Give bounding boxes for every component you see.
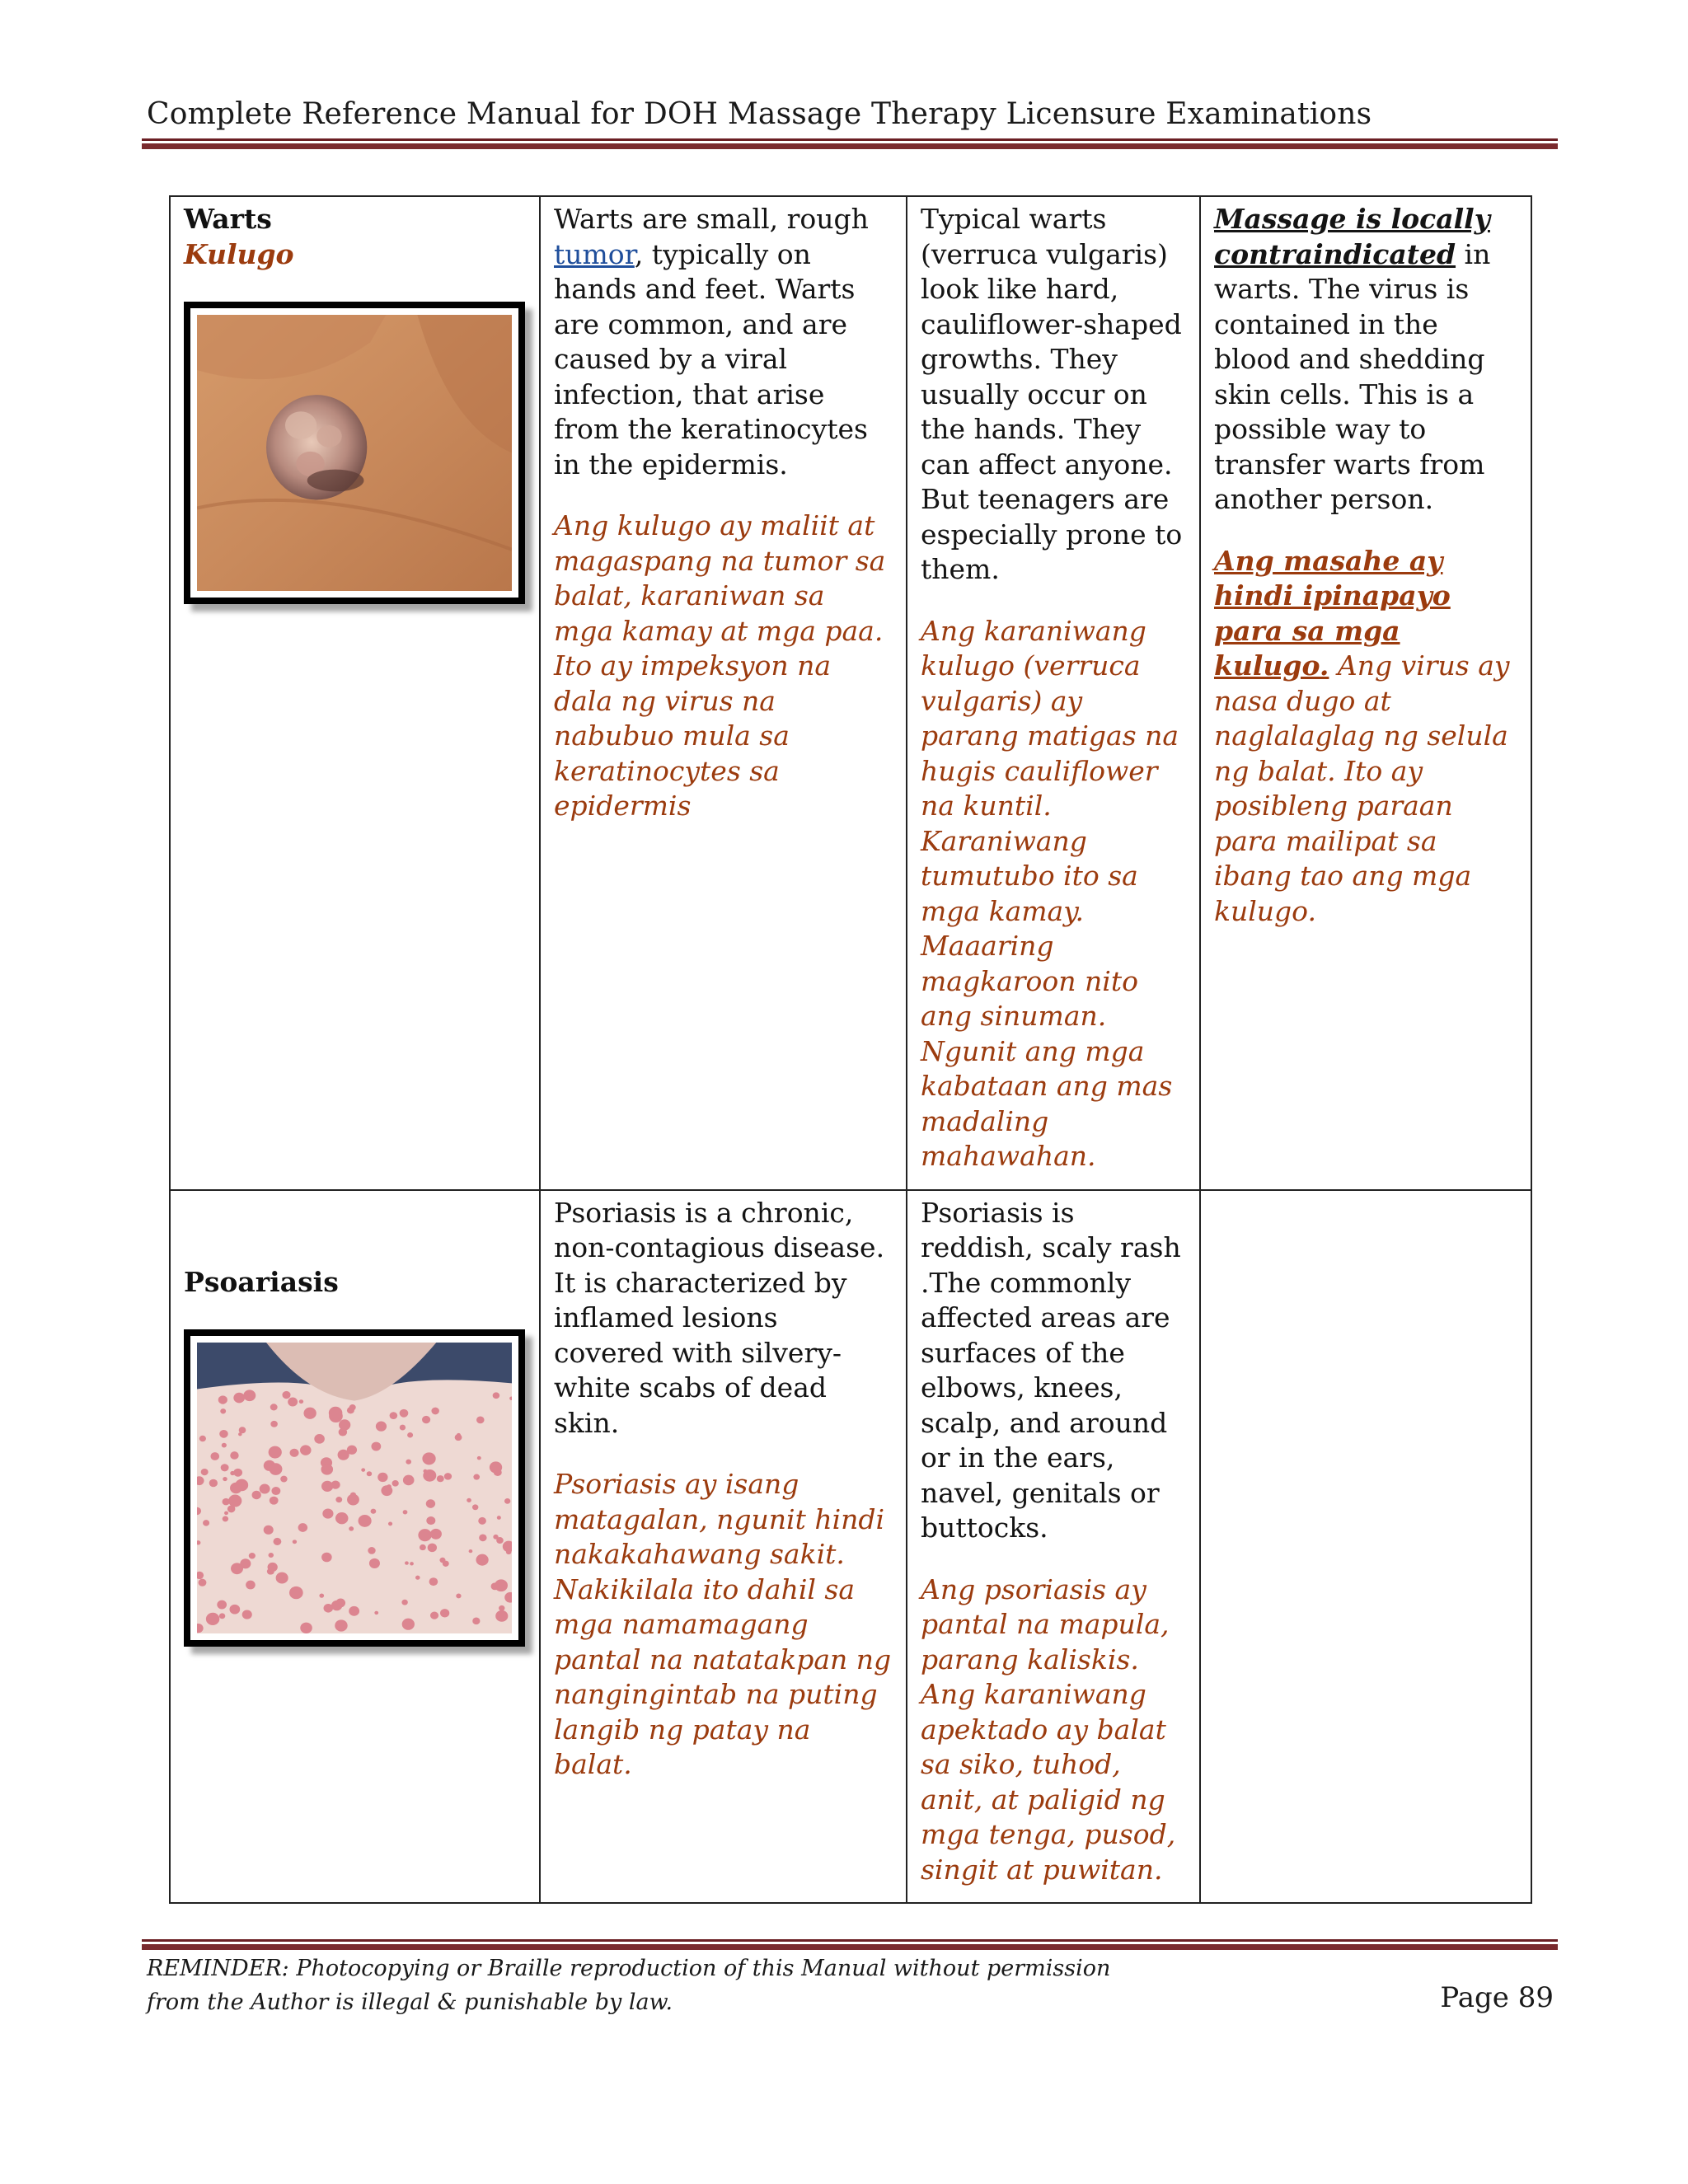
massage-cell — [1200, 196, 1531, 1190]
condition-name-cell — [170, 196, 540, 1190]
signs-cell — [907, 1190, 1200, 1904]
signs-tl: Ang psoriasis ay pantal na mapula, parang kaliskis. Ang karaniwang apektado ay balat sa siko, tuhod, anit, at paligid ng mga tenga, pusod, singit at puwitan. — [921, 1572, 1176, 1886]
page-number: Page 89 — [1440, 1981, 1554, 2014]
description-en: Warts are small, rough tumor, typically on hands and feet. Warts are common, and are caused by a viral infection, that arise from the keratinocytes in the epidermis. — [554, 203, 869, 480]
conditions-table — [169, 195, 1532, 1904]
psoriasis-photo — [184, 1329, 525, 1647]
description-en: Psoriasis is a chronic, non-contagious disease. It is characterized by inflamed lesions covered with silvery-white scabs of dead skin. — [554, 1196, 885, 1439]
footer-reminder-line1: REMINDER: Photocopying or Braille reproduction of this Manual without permission — [147, 1956, 1111, 1981]
signs-cell — [907, 196, 1200, 1190]
condition-name-cell — [170, 1190, 540, 1904]
tumor-link[interactable]: tumor — [554, 237, 635, 270]
condition-name-tl: Kulugo — [184, 237, 294, 270]
signs-en: Typical warts (verruca vulgaris) look like hard, cauliflower-shaped growths. They usually occur on the hands. They can affect anyone. But teenagers are especially prone to them. — [921, 203, 1183, 585]
condition-name-en: Psoariasis — [184, 1265, 339, 1298]
massage-cell — [1200, 1190, 1531, 1904]
massage-tl: Ang masahe ay hindi ipinapayo para sa mga kulugo. Ang virus ay nasa dugo at naglalaglag ng selula ng balat. Ito ay posibleng paraan para mailipat sa ibang tao ang mga kulugo. — [1214, 544, 1510, 927]
massage-en: Massage is locally contraindicated in warts. The virus is contained in the blood and shedding skin cells. This is a possible way to transfer warts from another person. — [1214, 203, 1491, 515]
table-row — [170, 1190, 1531, 1904]
page-header-title: Complete Reference Manual for DOH Massage Therapy Licensure Examinations — [147, 97, 1372, 131]
header-rule — [142, 138, 1558, 149]
footer-reminder-line2: from the Author is illegal & punishable by law. — [147, 1990, 673, 2015]
condition-name-en: Warts — [184, 203, 272, 235]
description-cell — [540, 196, 907, 1190]
footer-rule — [142, 1939, 1558, 1950]
description-tl: Psoriasis ay isang matagalan, ngunit hindi nakakahawang sakit. Nakikilala ito dahil sa mga namamagang pantal na natatakpan ng nangingintab na puting langib ng patay na balat. — [554, 1468, 892, 1780]
table-row — [170, 196, 1531, 1190]
signs-tl: Ang karaniwang kulugo (verruca vulgaris) ay parang matigas na hugis cauliflower na kuntil. Karaniwang tumutubo ito sa mga kamay. Maaaring magkaroon nito ang sinuman. Ngunit ang mga kabataan ang mas madaling mahawahan. — [921, 614, 1179, 1172]
description-cell — [540, 1190, 907, 1904]
signs-en: Psoriasis is reddish, scaly rash .The commonly affected areas are surfaces of the elbows, knees, scalp, and around or in the ears, navel, genitals or buttocks. — [921, 1196, 1181, 1544]
warts-photo — [184, 302, 525, 604]
description-tl: Ang kulugo ay maliit at magaspang na tumor sa balat, karaniwan sa mga kamay at mga paa. Ito ay impeksyon na dala ng virus na nabubuo mula sa keratinocytes sa epidermis — [554, 509, 886, 822]
